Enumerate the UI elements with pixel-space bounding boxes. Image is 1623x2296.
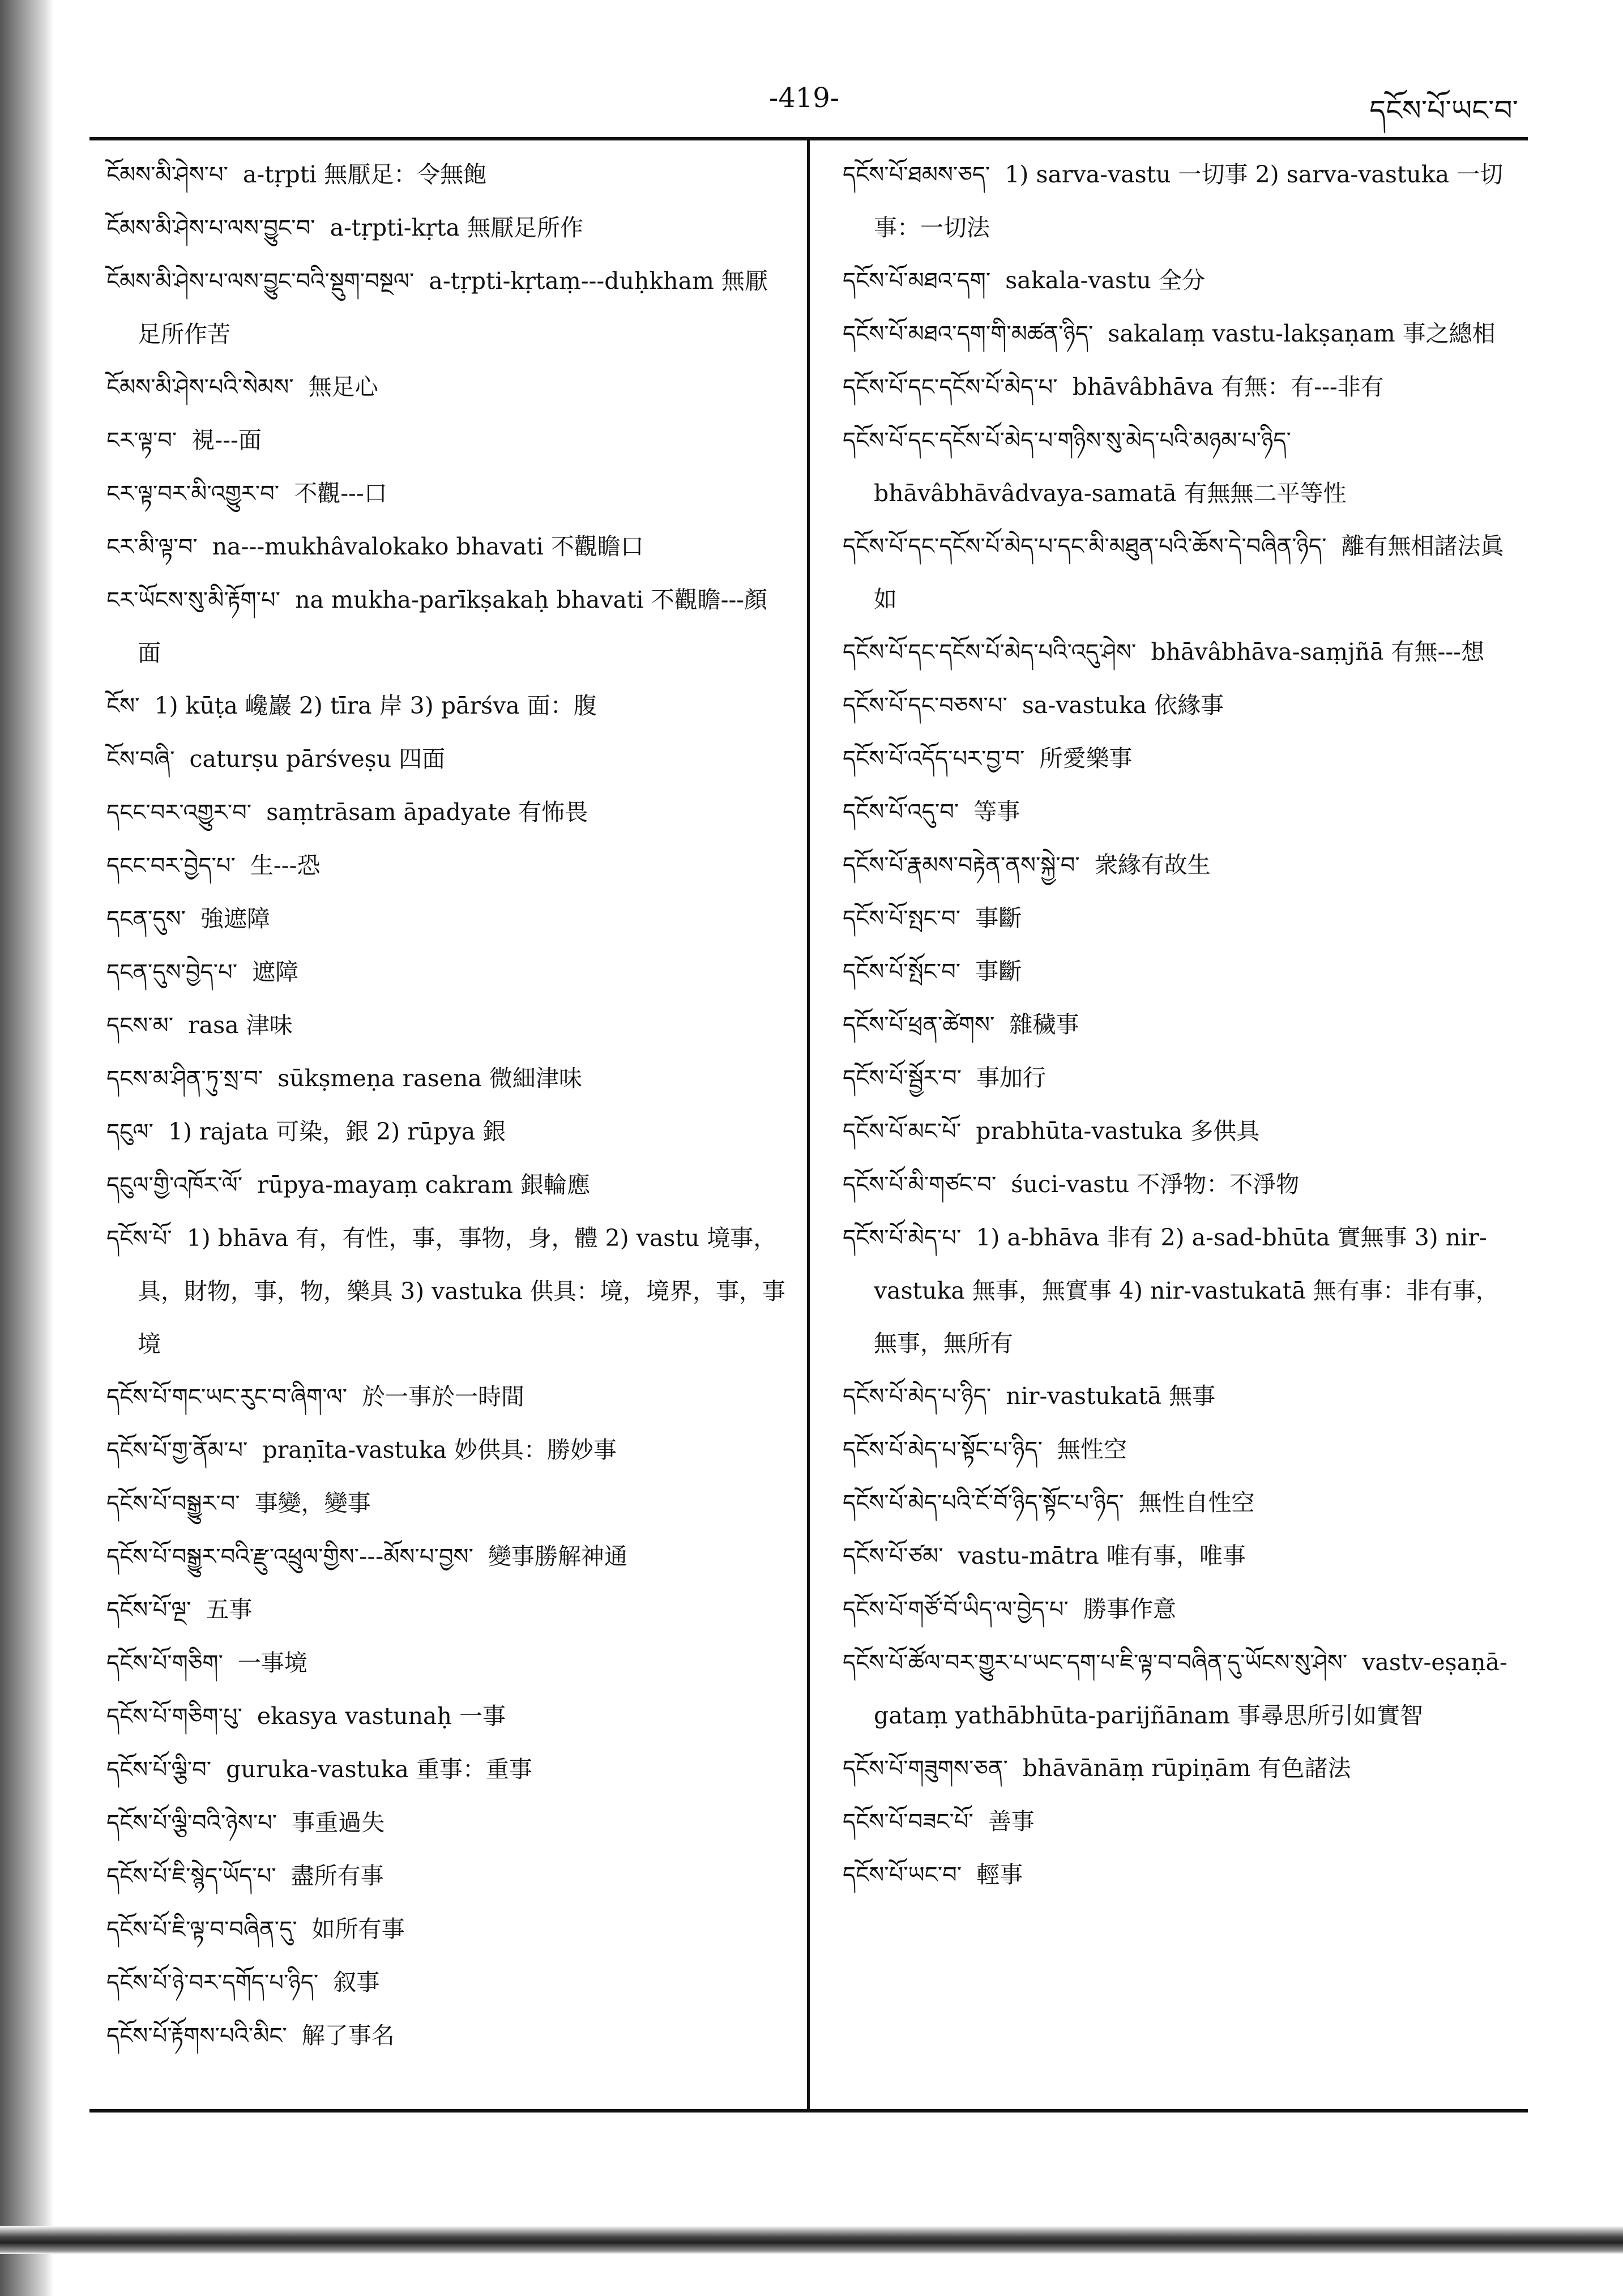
headword-tibetan: དངས་མ་ཤིན་ཏུ་སྲ་བ་ (106, 1066, 263, 1092)
dictionary-entry (106, 361, 789, 414)
headword-tibetan: དངན་དུས་བྱེད་པ་ (106, 959, 238, 985)
definition: a-tṛpti-kṛta 無厭足所作 (330, 214, 584, 241)
definition: 等事 (973, 798, 1020, 825)
dictionary-entry (106, 1690, 789, 1743)
headword-tibetan: དངོས་པོ་དང་བཅས་པ་ (843, 693, 1007, 719)
dictionary-entry (843, 148, 1511, 254)
dictionary-entry (106, 202, 789, 255)
dictionary-entry (106, 1903, 789, 1956)
headword-tibetan: དངོས་པོ་ལྔ་ (106, 1597, 191, 1623)
headword-tibetan: དངས་མ་ (106, 1013, 174, 1039)
definition: 視---面 (191, 426, 262, 454)
headword-tibetan: དངོས་པོ་གཙོ་བོ་ཡིད་ལ་བྱེད་པ་ (843, 1597, 1069, 1623)
dictionary-entry (843, 626, 1511, 679)
definition: 1) sarva-vastu 一切事 2) sarva-vastuka 一切事：一切法 (874, 161, 1504, 241)
headword-tibetan: དངོས་པོ་བཟང་པོ་ (843, 1809, 973, 1835)
headword-tibetan: དངོས་པོ་འདོད་པར་བྱ་བ་ (843, 746, 1025, 772)
dictionary-entry (843, 945, 1511, 998)
headword-tibetan: དངོས་པོ་གཟུགས་ཅན་ (843, 1756, 1008, 1782)
definition: 不觀---口 (294, 480, 387, 507)
definition: 1) kūṭa 巉巖 2) tīra 岸 3) pārśva 面：腹 (154, 692, 597, 719)
headword-tibetan: ངོམས་མི་ཤེས་པ་ལས་བྱུང་བ་ (106, 215, 315, 241)
definition: rūpya-mayaṃ cakram 銀輪應 (257, 1171, 590, 1198)
definition: 強遮障 (200, 905, 270, 932)
headword-tibetan: དངོས་པོ་དང་དངོས་པོ་མེད་པ་དང་མི་མཐུན་པའི་ཆོས་དེ་བཞིན་ཉིད་ (843, 534, 1327, 560)
headword-tibetan: ངར་ཡོངས་སུ་མི་རྟོག་པ་ (106, 587, 281, 613)
definition: 叙事 (333, 1969, 380, 1996)
definition: 雜穢事 (1009, 1011, 1079, 1038)
scan-edge-bottom (0, 2226, 1623, 2254)
headword-tibetan: ངོམས་མི་ཤེས་པའི་སེམས་ (106, 374, 294, 400)
dictionary-entry (843, 839, 1511, 892)
bottom-rule (89, 2109, 1528, 2113)
definition: sa-vastuka 依緣事 (1022, 692, 1224, 719)
headword-tibetan: དངོས་པོ་མི་གཙང་བ་ (843, 1172, 997, 1198)
definition: prabhūta-vastuka 多供具 (976, 1117, 1260, 1145)
dictionary-entry (106, 467, 789, 520)
definition: 遮障 (252, 958, 299, 985)
headword-tibetan: དངོས་པོ་མེད་པའི་ངོ་བོ་ཉིད་སྟོང་པ་ཉིད་ (843, 1490, 1124, 1516)
definition: 一事境 (237, 1649, 307, 1676)
headword-tibetan: དངོས་པོ་ཙམ་ (843, 1543, 943, 1569)
dictionary-entry (106, 999, 789, 1052)
headword-tibetan: དངོས་པོ་ཇི་སྙེད་ཡོད་པ་ (106, 1863, 276, 1889)
headword-tibetan: དངོས་པོ་གྱ་ནོམ་པ་ (106, 1437, 248, 1463)
right-column (843, 148, 1511, 1902)
headword-tibetan: དངོས་པོ་མེད་པ་ (843, 1225, 962, 1251)
headword-tibetan: ངོམས་མི་ཤེས་པ་ (106, 162, 228, 188)
definition: sakalaṃ vastu-lakṣaṇam 事之總相 (1108, 320, 1496, 347)
dictionary-entry (106, 733, 789, 786)
dictionary-entry (843, 1370, 1511, 1423)
dictionary-entry (106, 1212, 789, 1371)
headword-tibetan: དངོས་པོ་ (106, 1226, 172, 1252)
headword-tibetan: དངོས་པོ་སྤོང་བ་ (843, 959, 961, 985)
definition: na mukha-parīkṣakaḥ bhavati 不觀瞻---顏面 (138, 586, 768, 667)
dictionary-entry (106, 2009, 789, 2063)
dictionary-entry (843, 786, 1511, 839)
dictionary-entry (843, 1052, 1511, 1105)
dictionary-entry (843, 1476, 1511, 1530)
definition: rasa 津味 (188, 1012, 293, 1039)
headword-tibetan: དངུལ་གྱི་འཁོར་ལོ་ (106, 1172, 243, 1198)
definition: 無足心 (308, 373, 378, 400)
dictionary-entry (106, 414, 789, 467)
dictionary-entry (106, 946, 789, 999)
definition: 五事 (206, 1596, 253, 1623)
dictionary-entry (106, 255, 789, 361)
headword-tibetan: ངར་ལྟ་བར་མི་འགྱུར་བ་ (106, 481, 280, 507)
definition: bhāvâbhāva 有無：有---非有 (1072, 373, 1384, 400)
headword-tibetan: དངོས་པོ་ཚོལ་བར་གྱུར་པ་ཡང་དག་པ་ཇི་ལྟ་བ་བཞིན་དུ་ཡོངས་སུ་ཤེས་ (843, 1650, 1348, 1676)
dictionary-entry (843, 308, 1511, 361)
headword-tibetan: དངོས་པོ་དང་དངོས་པོ་མེད་པའི་འདུ་ཤེས་ (843, 639, 1137, 665)
dictionary-entry (843, 1636, 1511, 1742)
dictionary-entry (106, 148, 789, 202)
definition: 輕事 (976, 1861, 1023, 1888)
definition: guruka-vastuka 重事：重事 (226, 1756, 532, 1783)
headword-tibetan: ངོམས་མི་ཤེས་པ་ལས་བྱུང་བའི་སྡུག་བསྔལ་ (106, 268, 415, 295)
headword-tibetan: དངོས་པོ་སྦྱོར་བ་ (843, 1065, 962, 1091)
definition: saṃtrāsam āpadyate 有怖畏 (266, 799, 588, 826)
definition: 變事勝解神通 (488, 1543, 627, 1570)
definition: 1) rajata 可染，銀 2) rūpya 銀 (168, 1118, 506, 1145)
headword-tibetan: དངོས་པོ་རྟོགས་པའི་མིང་ (106, 2023, 287, 2049)
dictionary-entry (106, 1743, 789, 1796)
dictionary-entry (843, 1742, 1511, 1795)
dictionary-entry (106, 893, 789, 946)
definition: 如所有事 (311, 1915, 405, 1943)
headword-tibetan: དངོས་པོ་ཉེ་བར་དགོད་པ་ཉིད་ (106, 1970, 319, 1996)
definition: 盡所有事 (291, 1862, 384, 1889)
headword-tibetan: དངོས་པོ་མཐའ་དག་གི་མཚན་ཉིད་ (843, 321, 1094, 347)
definition: vastu-mātra 唯有事，唯事 (958, 1542, 1246, 1569)
definition: 所愛樂事 (1039, 745, 1133, 772)
headword-tibetan: དངོས་པོ་དང་དངོས་པོ་མེད་པ་ (843, 374, 1058, 400)
definition: 事斷 (975, 904, 1022, 932)
definition: 事重過失 (292, 1809, 385, 1836)
headword-tibetan: དངོས་པོ་བསྒྱུར་བ་ (106, 1491, 240, 1517)
headword-tibetan: དངུལ་ (106, 1119, 153, 1145)
dictionary-entry (106, 1159, 789, 1212)
left-column (106, 148, 789, 2063)
headword-tibetan: དངོས་པོ་ལྕི་བ་ (106, 1757, 212, 1783)
definition: 離有無相諸法眞如 (874, 532, 1504, 613)
dictionary-entry (843, 1211, 1511, 1370)
headword-tibetan: དངོས་པོ་གཅིག་པུ་ (106, 1704, 242, 1730)
dictionary-entry (843, 414, 1511, 520)
headword-tibetan: དངོས་པོ་འདུ་བ་ (843, 799, 959, 825)
definition: 解了事名 (301, 2022, 395, 2049)
dictionary-entry (106, 1477, 789, 1530)
dictionary-entry (106, 786, 789, 839)
dictionary-entry (843, 361, 1511, 414)
headword-tibetan: དངོས་པོ་དང་དངོས་པོ་མེད་པ་གཉིས་སུ་མེད་པའི་མཉམ་པ་ཉིད་ (843, 428, 1291, 454)
headword-tibetan: དངོས་པོ་མང་པོ་ (843, 1119, 962, 1145)
dictionary-entry (106, 1371, 789, 1424)
headword-tibetan: དངང་བར་བྱེད་པ་ (106, 853, 236, 879)
headword-tibetan: དངོས་པོ་ལྕི་བའི་ཉེས་པ་ (106, 1810, 277, 1836)
dictionary-entry (843, 892, 1511, 945)
dictionary-entry (843, 520, 1511, 626)
headword-tibetan: དངོས་པོ་ཐམས་ཅད་ (843, 162, 990, 188)
definition: sūkṣmeṇa rasena 微細津味 (277, 1065, 582, 1092)
headword-tibetan: ངོས་བཞི་ (106, 746, 175, 773)
dictionary-entry (106, 680, 789, 733)
definition: caturṣu pārśveṣu 四面 (189, 745, 446, 773)
definition: 衆緣有故生 (1094, 851, 1211, 878)
column-divider (807, 139, 810, 2111)
definition: praṇīta-vastuka 妙供具：勝妙事 (262, 1436, 617, 1463)
headword-tibetan: ངར་ལྟ་བ་ (106, 428, 177, 454)
dictionary-entry (106, 839, 789, 893)
dictionary-entry (106, 1956, 789, 2009)
dictionary-entry (106, 1637, 789, 1690)
definition: 生---恐 (250, 852, 321, 879)
headword-tibetan: དངོས་པོ་གང་ཡང་རུང་བ་ཞིག་ལ་ (106, 1384, 348, 1410)
headword-tibetan: ངོས་ (106, 693, 140, 719)
headword-tibetan: དངོས་པོ་ཇི་ལྟ་བ་བཞིན་དུ་ (106, 1917, 297, 1943)
definition: bhāvâbhāva-saṃjñā 有無---想 (1151, 638, 1485, 665)
dictionary-entry (106, 520, 789, 574)
definition: 事變，變事 (254, 1490, 371, 1517)
dictionary-entry (843, 1849, 1511, 1902)
dictionary-entry (106, 1796, 789, 1850)
dictionary-entry (843, 732, 1511, 786)
headword-tibetan: དངོས་པོ་བསྒྱུར་བའི་རྫུ་འཕྲུལ་གྱིས་---མོས་པ་བྱས་ (106, 1544, 473, 1570)
dictionary-entry (843, 1795, 1511, 1849)
definition: 勝事作意 (1083, 1595, 1176, 1623)
dictionary-entry (843, 1583, 1511, 1636)
definition: 於一事於一時間 (362, 1383, 525, 1410)
dictionary-entry (843, 1105, 1511, 1158)
definition: 善事 (988, 1808, 1035, 1835)
dictionary-entry (106, 1584, 789, 1637)
dictionary-entry (843, 1423, 1511, 1476)
definition: nir-vastukatā 無事 (1006, 1382, 1216, 1410)
scan-edge-left (0, 0, 54, 2296)
dictionary-entry (106, 1530, 789, 1584)
dictionary-entry (106, 1424, 789, 1477)
running-head: དངོས་པོ་ཡང་བ་ (1369, 94, 1518, 127)
headword-tibetan: དངོས་པོ་གཅིག་ (106, 1650, 223, 1676)
dictionary-entry (843, 1530, 1511, 1583)
dictionary-entry (106, 1106, 789, 1159)
definition: 事加行 (976, 1064, 1047, 1091)
dictionary-entry (106, 1850, 789, 1903)
definition: bhāvâbhāvâdvaya-samatā 有無無二平等性 (874, 480, 1347, 507)
definition: 事斷 (975, 958, 1022, 985)
headword-tibetan: དངོས་པོ་མེད་པ་སྟོང་པ་ཉིད་ (843, 1437, 1043, 1463)
dictionary-entry (843, 679, 1511, 732)
dictionary-entry (106, 574, 789, 680)
headword-tibetan: དངོས་པོ་ཡང་བ་ (843, 1862, 962, 1888)
dictionary-entry (843, 1158, 1511, 1211)
definition: ekasya vastunaḥ 一事 (257, 1702, 506, 1730)
headword-tibetan: དངོས་པོ་མཐའ་དག་ (843, 268, 991, 294)
definition: 1) a-bhāva 非有 2) a-sad-bhūta 實無事 3) nir-vastuka 無事，無實事 4) nir-vastukatā 無有事：非有事，無事，無所有 (874, 1224, 1499, 1357)
dictionary-entry (843, 998, 1511, 1052)
definition: a-tṛpti 無厭足：令無飽 (242, 161, 487, 188)
headword-tibetan: ངར་མི་ལྟ་བ་ (106, 534, 198, 560)
headword-tibetan: དངོས་པོ་ཕྲན་ཚེགས་ (843, 1012, 995, 1038)
definition: 1) bhāva 有，有性，事，事物，身，體 2) vastu 境事，具，財物，事，物，樂具 3) vastuka 供具：境，境界，事，事境 (138, 1224, 785, 1358)
headword-tibetan: དངན་དུས་ (106, 906, 186, 932)
definition: śuci-vastu 不淨物：不淨物 (1011, 1171, 1300, 1198)
dictionary-entry (106, 1052, 789, 1106)
definition: sakala-vastu 全分 (1005, 267, 1205, 294)
dictionary-entry (843, 254, 1511, 308)
definition: 無性自性空 (1138, 1489, 1255, 1516)
definition: vastv-eṣaṇā-gataṃ yathābhūta-parijñānam 事尋思所引如實智 (874, 1649, 1507, 1729)
definition: 無性空 (1057, 1436, 1127, 1463)
definition: na---mukhâvalokako bhavati 不觀瞻口 (212, 533, 644, 560)
headword-tibetan: དངོས་པོ་མེད་པ་ཉིད་ (843, 1384, 992, 1410)
headword-tibetan: དངང་བར་འགྱུར་བ་ (106, 800, 252, 826)
headword-tibetan: དངོས་པོ་སྤང་བ་ (843, 906, 961, 932)
definition: bhāvānāṃ rūpiṇām 有色諸法 (1022, 1755, 1351, 1782)
definition: a-tṛpti-kṛtaṃ---duḥkham 無厭足所作苦 (138, 267, 768, 348)
headword-tibetan: དངོས་པོ་རྣམས་བརྟེན་ནས་སྐྱེ་བ་ (843, 852, 1080, 878)
page-number: -419- (768, 82, 840, 114)
